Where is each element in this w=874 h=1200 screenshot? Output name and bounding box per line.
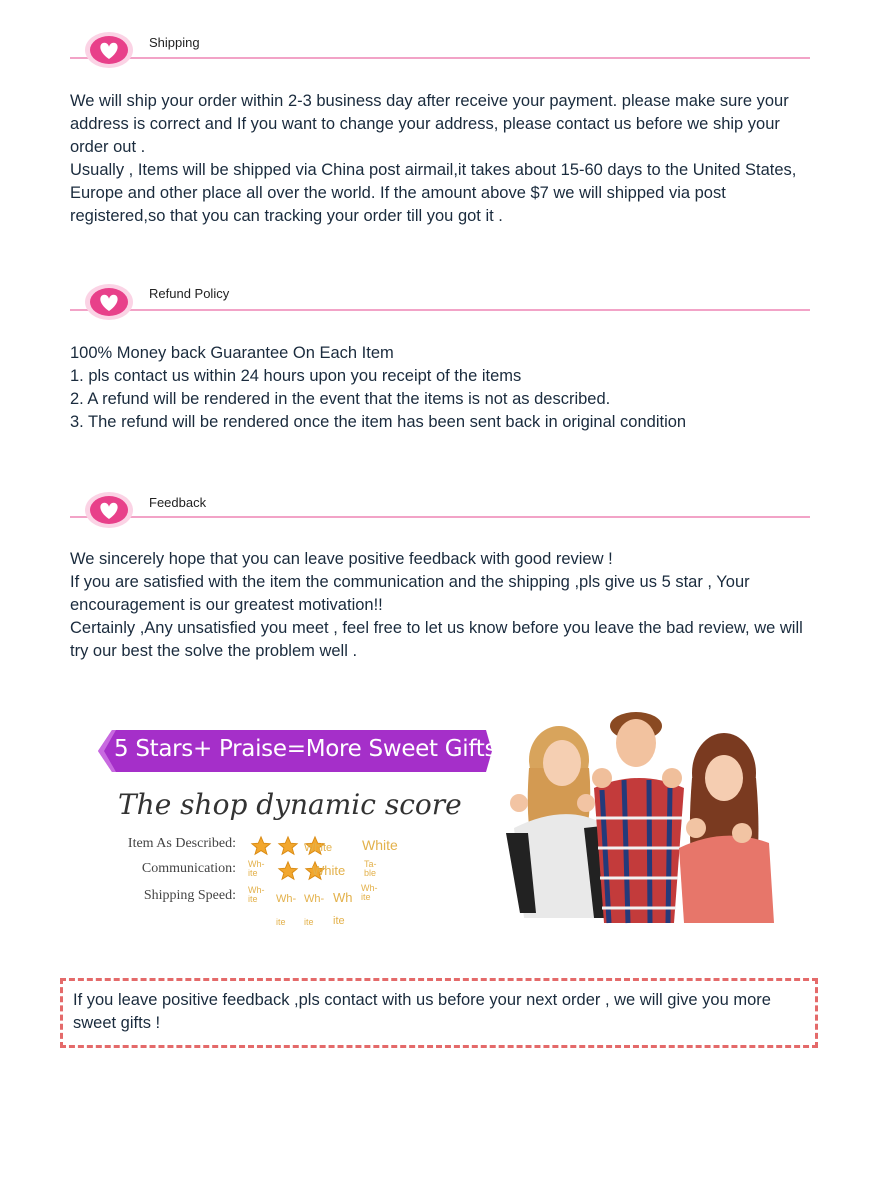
banner-text: 5 Stars+ Praise=More Sweet Gifts [114, 736, 497, 762]
promo-image [92, 708, 792, 948]
section-header-feedback [70, 490, 810, 540]
score-label: Item As Described: [127, 836, 236, 851]
gift-note-box [60, 978, 818, 1048]
star-icon [277, 835, 299, 857]
section-header-refund [70, 282, 810, 332]
watermark-text: ite [304, 917, 314, 927]
paragraph: We sincerely hope that you can leave positive feedback with good review ! [70, 550, 613, 568]
watermark-text: Wh-ite [361, 883, 378, 902]
section-title: Refund Policy [149, 286, 230, 301]
section-title: Shipping [149, 35, 200, 50]
list-item: 1. pls contact us within 24 hours upon you receipt of the items [70, 367, 522, 385]
watermark-text: White [312, 863, 346, 878]
paragraph: Certainly ,Any unsatisfied you meet , feel free to let us know before you leave the bad review, we will try our best the solve the problem well . [70, 619, 803, 660]
watermark-text: Wh- [304, 893, 325, 905]
score-label: Communication: [141, 861, 236, 876]
heart-icon [84, 282, 134, 322]
paragraph: 100% Money back Guarantee On Each Item [70, 344, 394, 362]
gift-note-text: If you leave positive feedback ,pls contact with us before your next order , we will give you more sweet gifts ! [73, 991, 771, 1032]
list-item: 2. A refund will be rendered in the event that the items is not as described. [70, 390, 611, 408]
watermark-text: White [362, 837, 398, 853]
paragraph: We will ship your order within 2-3 business day after receive your payment. please make sure your address is correct and If you want to change your address, please contact us before we ship your order out . [70, 92, 789, 156]
section-divider [70, 57, 810, 59]
people-thumbs-up-illustration [484, 708, 784, 926]
star-icon [277, 860, 299, 882]
section-header-shipping [70, 30, 810, 80]
watermark-text: Wh-ite [248, 859, 265, 878]
watermark-text: Wh-ite [248, 885, 265, 904]
list-item: 3. The refund will be rendered once the item has been sent back in original condition [70, 413, 687, 431]
heart-icon [84, 490, 134, 530]
watermark-text: ite [276, 917, 286, 927]
section-title: Feedback [149, 495, 207, 510]
paragraph: Usually , Items will be shipped via China post airmail,it takes about 15-60 days to the United States, Europe and other place all over the world. If the amount above $7 we will shipped via post registered,so that you can tracking your order till you got it . [70, 161, 797, 225]
watermark-text: Ta-ble [364, 859, 377, 878]
shipping-text [70, 90, 815, 228]
feedback-text [70, 548, 815, 663]
section-divider [70, 309, 810, 311]
refund-text [70, 342, 815, 434]
watermark-text: ite [333, 915, 345, 927]
watermark-text: Wh- [276, 893, 297, 905]
section-divider [70, 516, 810, 518]
score-label: Shipping Speed: [143, 888, 236, 903]
score-title: The shop dynamic score [118, 788, 462, 821]
heart-icon [84, 30, 134, 70]
watermark-text: White [304, 842, 333, 854]
paragraph: If you are satisfied with the item the communication and the shipping ,pls give us 5 star , Your encouragement is our greatest motivation!! [70, 573, 750, 614]
star-icon [250, 835, 272, 857]
watermark-text: Wh [333, 890, 353, 905]
